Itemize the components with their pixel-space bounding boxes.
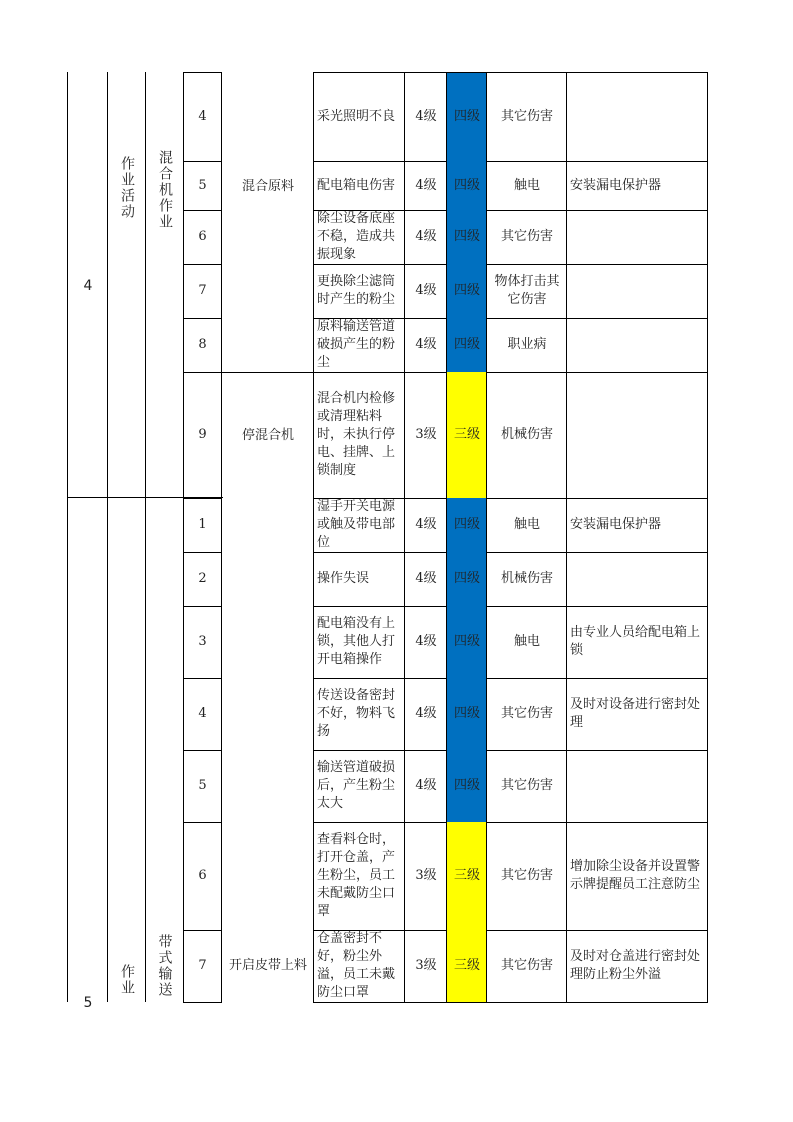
section-index: 4 [67,72,108,499]
level-cell: 4级 [404,552,447,607]
measure-cell [566,552,708,607]
level-cell: 4级 [404,264,447,319]
measure-cell [566,72,708,162]
step-name: 停混合机 [222,372,314,499]
measure-cell [566,264,708,319]
measure-cell [566,210,708,265]
level-cell: 4级 [404,210,447,265]
activity-text: 混合机作业 [157,150,173,230]
row-number: 6 [183,210,222,265]
level-cell: 4级 [404,161,447,211]
hazard-cell: 操作失误 [313,552,405,607]
grade-cell: 四级 [446,318,487,373]
accident-cell: 其它伤害 [486,750,567,823]
hazard-cell: 湿手开关电源或触及带电部位 [313,498,405,553]
hazard-cell: 配电箱电伤害 [313,161,405,211]
section-index: 5 [67,498,108,1002]
measure-cell [566,372,708,499]
accident-cell: 其它伤害 [486,72,567,162]
accident-cell: 机械伤害 [486,372,567,499]
category-cell [107,72,146,499]
hazard-cell: 原料输送管道破损产生的粉尘 [313,318,405,373]
grade-cell: 四级 [446,750,487,823]
grade-cell: 四级 [446,210,487,265]
activity-text: 带式输送 [156,934,173,998]
level-cell: 4级 [404,750,447,823]
hazard-cell: 混合机内检修或清理粘料时，未执行停电、挂牌、上锁制度 [313,372,405,499]
level-cell: 3级 [404,372,447,499]
accident-cell: 触电 [486,498,567,553]
grade-cell: 三级 [446,822,487,931]
hazard-cell: 更换除尘滤筒时产生的粉尘 [313,264,405,319]
measure-cell: 及时对仓盖进行密封处理防止粉尘外溢 [566,930,708,1003]
grade-cell: 四级 [446,606,487,679]
activity-cell [145,498,184,1002]
grade-cell: 三级 [446,930,487,1003]
level-cell: 4级 [404,498,447,553]
accident-cell: 职业病 [486,318,567,373]
measure-cell [566,750,708,823]
grade-cell: 四级 [446,161,487,211]
step-name: 混合原料 [241,178,294,194]
hazard-cell: 配电箱没有上锁，其他人打开电箱操作 [313,606,405,679]
grade-cell: 四级 [446,678,487,751]
level-cell: 4级 [404,72,447,162]
activity-cell [145,72,184,499]
accident-cell: 触电 [486,606,567,679]
category-cell [107,498,146,1002]
measure-cell: 及时对设备进行密封处理 [566,678,708,751]
row-number: 7 [183,264,222,319]
category-text: 作业 [119,964,135,996]
accident-cell: 物体打击其它伤害 [486,264,567,319]
row-number: 5 [183,161,222,211]
row-number: 1 [183,498,222,553]
row-number: 3 [183,606,222,679]
row-number: 5 [183,750,222,823]
row-number: 7 [183,930,222,1003]
category-text: 作业活动 [119,156,135,220]
accident-cell: 其它伤害 [486,822,567,931]
accident-cell: 其它伤害 [486,678,567,751]
hazard-cell: 仓盖密封不好，粉尘外溢，员工未戴防尘口罩 [313,930,405,1003]
grade-cell: 四级 [446,552,487,607]
row-number: 4 [183,678,222,751]
hazard-cell: 除尘设备底座不稳，造成共振现象 [313,210,405,265]
level-cell: 3级 [404,822,447,931]
grade-cell: 四级 [446,498,487,553]
accident-cell: 其它伤害 [486,930,567,1003]
level-cell: 4级 [404,678,447,751]
grade-cell: 三级 [446,372,487,499]
accident-cell: 机械伤害 [486,552,567,607]
row-number: 2 [183,552,222,607]
accident-cell: 其它伤害 [486,210,567,265]
row-number: 6 [183,822,222,931]
step-name: 开启皮带上料 [228,958,307,973]
level-cell: 4级 [404,318,447,373]
hazard-cell: 查看料仓时，打开仓盖，产生粉尘，员工未配戴防尘口罩 [313,822,405,931]
measure-cell: 安装漏电保护器 [566,498,708,553]
grade-cell: 四级 [446,264,487,319]
hazard-cell: 采光照明不良 [313,72,405,162]
measure-cell: 增加除尘设备并设置警示牌提醒员工注意防尘 [566,822,708,931]
level-cell: 4级 [404,606,447,679]
measure-cell: 安装漏电保护器 [566,161,708,211]
accident-cell: 触电 [486,161,567,211]
grade-cell: 四级 [446,72,487,162]
row-number: 9 [183,372,222,499]
row-number: 4 [183,72,222,162]
hazard-cell: 传送设备密封不好，物料飞扬 [313,678,405,751]
measure-cell: 由专业人员给配电箱上锁 [566,606,708,679]
level-cell: 3级 [404,930,447,1003]
row-number: 8 [183,318,222,373]
measure-cell [566,318,708,373]
hazard-cell: 输送管道破损后，产生粉尘太大 [313,750,405,823]
